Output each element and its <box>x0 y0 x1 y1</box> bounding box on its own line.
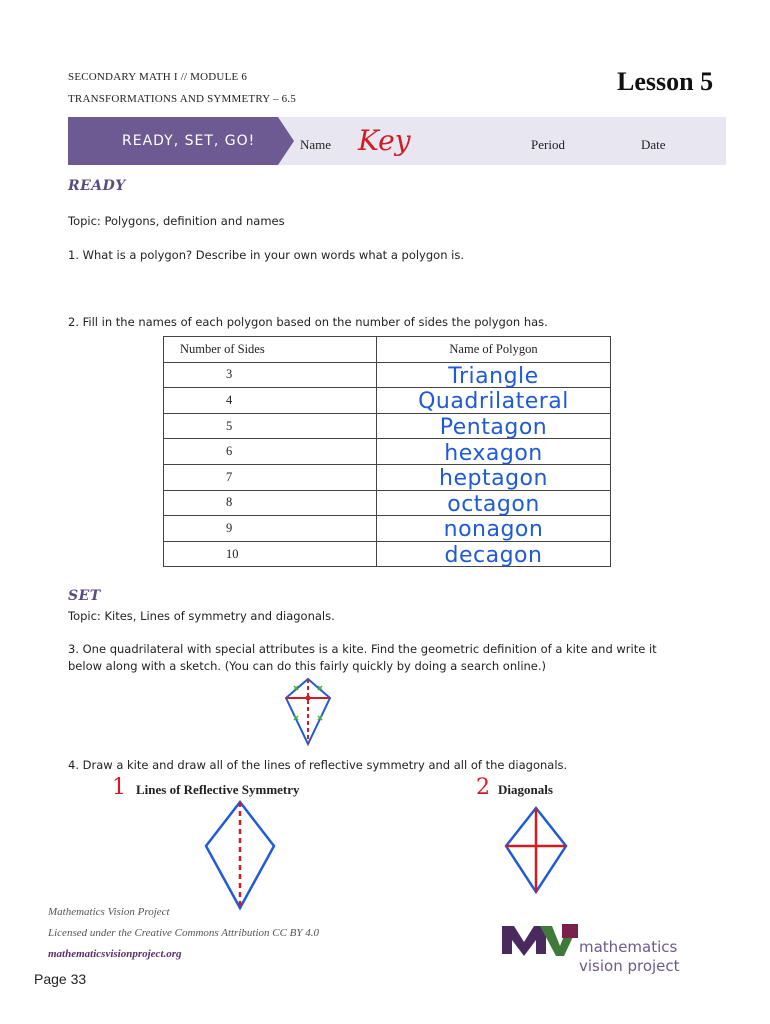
sides-cell: 10 <box>164 541 377 567</box>
band-label: READY, SET, GO! <box>122 133 256 149</box>
column-header-name: Name of Polygon <box>377 337 611 363</box>
name-cell <box>377 516 611 542</box>
name-value: Key <box>358 124 411 157</box>
name-cell <box>377 413 611 439</box>
sides-cell: 7 <box>164 464 377 490</box>
kite-sketch-icon <box>280 676 340 748</box>
kite-diagonals-icon <box>502 804 572 896</box>
name-cell <box>377 439 611 465</box>
handwritten-answer: decagon <box>444 543 543 569</box>
module-title: SECONDARY MATH I // MODULE 6 <box>68 71 248 83</box>
label-2-number: 2 <box>476 775 490 800</box>
name-cell <box>377 541 611 567</box>
mvp-logo-icon <box>502 922 580 956</box>
table-row <box>164 516 611 542</box>
name-cell <box>377 362 611 388</box>
ready-topic: Topic: Polygons, definition and names <box>68 214 285 228</box>
name-cell <box>377 388 611 414</box>
name-cell <box>377 464 611 490</box>
kite-symmetry-icon <box>200 796 280 914</box>
sides-cell: 4 <box>164 388 377 414</box>
table-row <box>164 439 611 465</box>
table-row <box>164 413 611 439</box>
name-label: Name <box>300 137 332 152</box>
footer-link[interactable]: mathematicsvisionproject.org <box>48 948 182 960</box>
question-3-line2: below along with a sketch. (You can do this fairly quickly by doing a search online.) <box>68 659 547 673</box>
footer-license: Licensed under the Creative Commons Attribution CC BY 4.0 <box>48 927 320 939</box>
label-lines-of-symmetry: Lines of Reflective Symmetry <box>136 782 300 797</box>
table-row <box>164 362 611 388</box>
label-diagonals: Diagonals <box>498 782 553 797</box>
question-2: 2. Fill in the names of each polygon based on the number of sides the polygon has. <box>68 315 548 329</box>
question-3-line1: 3. One quadrilateral with special attributes is a kite. Find the geometric definition of a kite and write it <box>68 642 657 656</box>
handwritten-answer: Pentagon <box>439 415 548 441</box>
polygon-table <box>163 336 611 567</box>
logo-word-vision-project: vision project <box>579 957 680 975</box>
sides-cell: 5 <box>164 413 377 439</box>
set-topic: Topic: Kites, Lines of symmetry and diagonals. <box>68 609 335 623</box>
sides-cell: 6 <box>164 439 377 465</box>
name-cell <box>377 490 611 516</box>
handwritten-answer: heptagon <box>439 466 548 492</box>
table-header-row <box>164 337 611 363</box>
handwritten-answer: hexagon <box>444 440 543 466</box>
question-1: 1. What is a polygon? Describe in your own words what a polygon is. <box>68 248 464 262</box>
sides-cell: 8 <box>164 490 377 516</box>
handwritten-answer: Quadrilateral <box>418 389 569 415</box>
table-row <box>164 464 611 490</box>
column-header-sides: Number of Sides <box>164 337 377 363</box>
lesson-title: Lesson 5 <box>617 67 714 96</box>
table-row <box>164 541 611 567</box>
table-row <box>164 490 611 516</box>
label-1-number: 1 <box>112 775 126 800</box>
sides-cell: 9 <box>164 516 377 542</box>
module-subtitle: TRANSFORMATIONS AND SYMMETRY – 6.5 <box>68 93 296 105</box>
handwritten-answer: nonagon <box>443 517 544 543</box>
question-4: 4. Draw a kite and draw all of the lines of reflective symmetry and all of the diagonals. <box>68 758 568 772</box>
handwritten-answer: Triangle <box>448 363 539 389</box>
set-heading: SET <box>68 588 101 604</box>
table-row <box>164 388 611 414</box>
footer-project: Mathematics Vision Project <box>48 906 170 918</box>
ready-heading: READY <box>68 178 126 194</box>
date-label: Date <box>641 137 666 152</box>
handwritten-answer: octagon <box>447 491 540 517</box>
page-number: Page 33 <box>34 971 87 987</box>
period-label: Period <box>531 137 565 152</box>
logo-word-mathematics: mathematics <box>579 938 678 956</box>
sides-cell: 3 <box>164 362 377 388</box>
